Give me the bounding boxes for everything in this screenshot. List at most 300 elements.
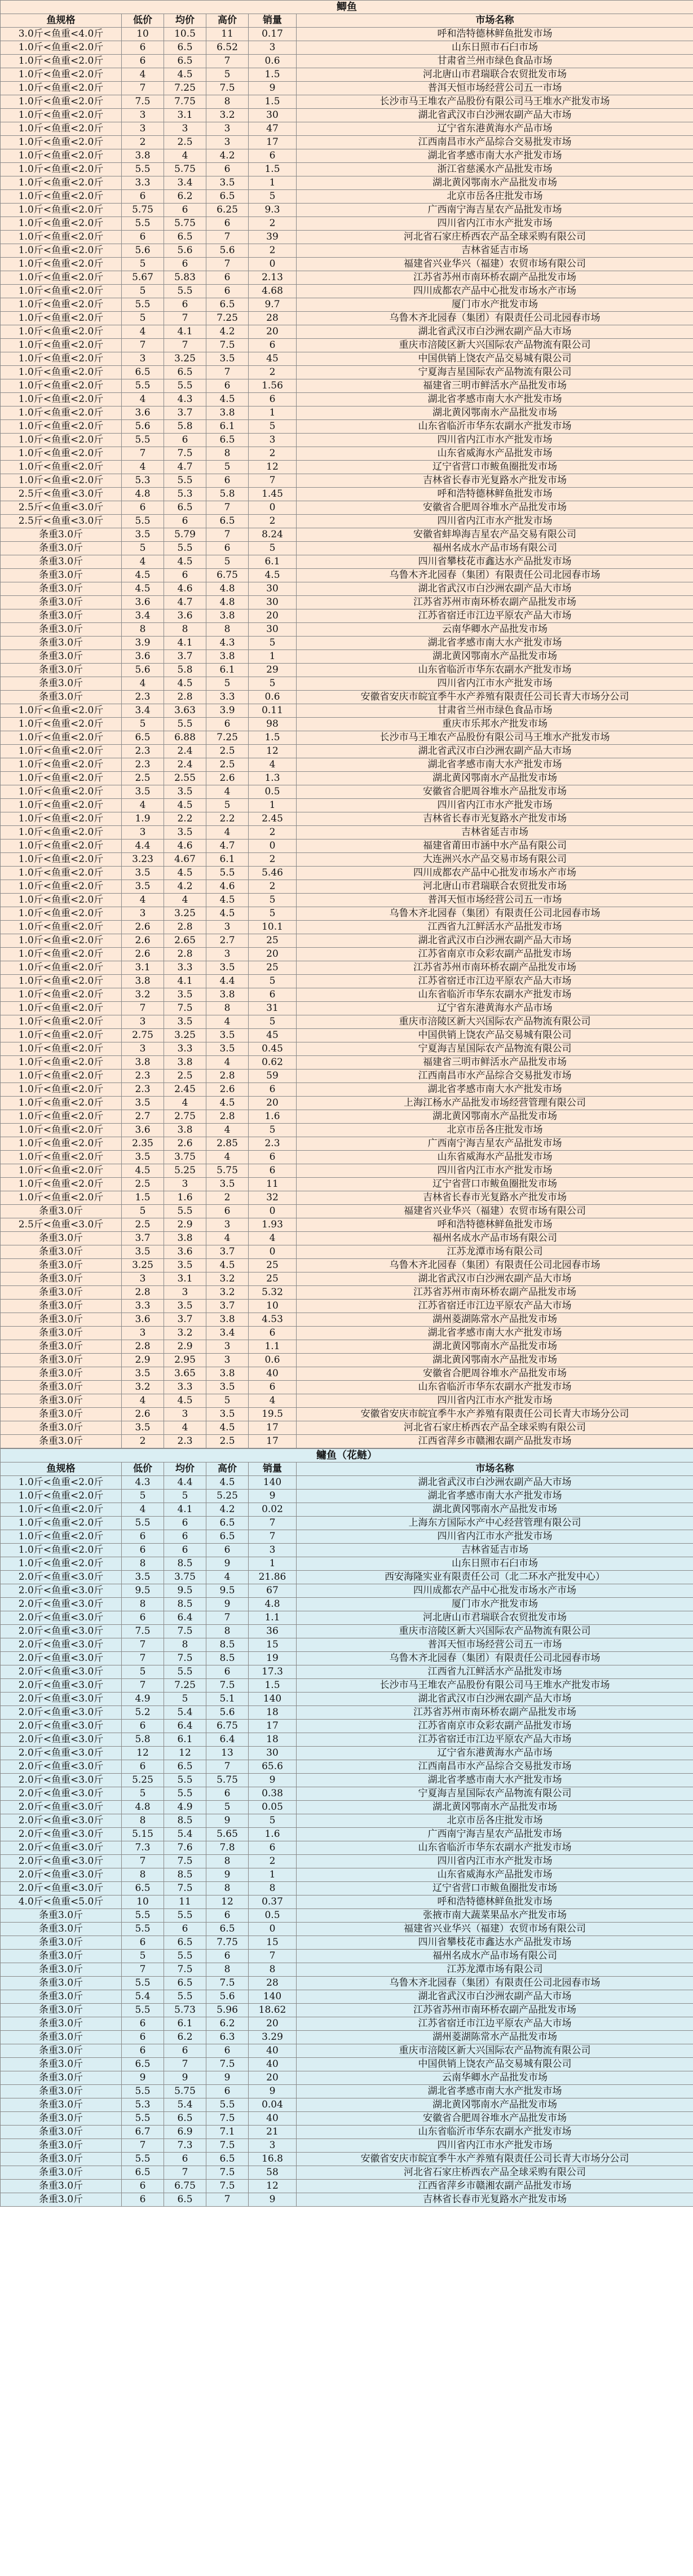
cell-avg-price: 3.63 [164,704,206,718]
cell-low-price: 6 [122,231,164,244]
cell-market: 山东日照市石臼市场 [297,41,693,55]
cell-high-price: 5 [206,799,249,812]
cell-high-price: 4 [206,1056,249,1070]
cell-low-price: 3.5 [122,528,164,542]
cell-avg-price: 6 [164,258,206,271]
cell-market: 江苏省苏州市南环桥农副产品批发市场 [297,2004,693,2017]
cell-avg-price: 7.6 [164,1841,206,1855]
cell-market: 湖北黄冈鄂南水产品批发市场 [297,2098,693,2112]
section-title: 鲫鱼 [1,1,693,14]
cell-avg-price: 7.25 [164,1679,206,1693]
cell-low-price: 6 [122,2031,164,2044]
cell-low-price: 2.3 [122,745,164,758]
cell-spec: 1.0斤<鱼重<2.0斤 [1,839,122,853]
cell-avg-price: 6.5 [164,55,206,68]
table-row [1,596,693,609]
cell-spec: 1.0斤<鱼重<2.0斤 [1,434,122,447]
cell-high-price: 6 [206,2044,249,2058]
header-high-price: 高价 [206,14,249,28]
cell-volume: 19.5 [249,1408,297,1421]
cell-volume: 15 [249,1638,297,1652]
cell-market: 宁夏海吉星国际农产品物流有限公司 [297,1042,693,1056]
cell-low-price: 2.6 [122,948,164,961]
cell-market: 湖州菱湖陈常水产品批发市场 [297,2031,693,2044]
cell-spec: 条重3.0斤 [1,1340,122,1354]
cell-market: 湖北省武汉市白沙洲农副产品大市场 [297,934,693,948]
table-row [1,826,693,839]
cell-market: 普洱天恒市场经营公司五一市场 [297,1638,693,1652]
cell-market: 乌鲁木齐北园春（集团）有限责任公司北园春市场 [297,1259,693,1272]
table-row [1,2180,693,2193]
cell-low-price: 3.2 [122,988,164,1002]
cell-spec: 1.0斤<鱼重<2.0斤 [1,95,122,109]
cell-market: 山东省临沂市华东农副水产批发市场 [297,2126,693,2139]
cell-avg-price: 3.6 [164,609,206,623]
cell-market: 北京市岳各庄批发市场 [297,190,693,204]
table-row [1,2004,693,2017]
cell-volume: 1 [249,650,297,664]
table-row [1,1367,693,1381]
cell-volume: 39 [249,231,297,244]
cell-avg-price: 4 [164,894,206,907]
cell-avg-price: 5 [164,1490,206,1503]
cell-avg-price: 4.6 [164,582,206,596]
cell-high-price: 5 [206,677,249,691]
cell-spec: 条重3.0斤 [1,2193,122,2207]
cell-low-price: 3.25 [122,1259,164,1272]
table-row [1,1164,693,1178]
cell-spec: 1.0斤<鱼重<2.0斤 [1,163,122,176]
cell-high-price: 6.5 [206,1530,249,1544]
table-row [1,1868,693,1882]
table-row [1,68,693,82]
cell-market: 甘肃省兰州市绿色食品市场 [297,55,693,68]
cell-spec: 1.0斤<鱼重<2.0斤 [1,772,122,785]
cell-avg-price: 5.5 [164,474,206,488]
cell-low-price: 4 [122,325,164,339]
cell-spec: 1.0斤<鱼重<2.0斤 [1,379,122,393]
cell-high-price: 2.6 [206,772,249,785]
cell-volume: 0.38 [249,1787,297,1801]
cell-spec: 2.0斤<鱼重<3.0斤 [1,1706,122,1720]
table-row [1,1245,693,1259]
cell-spec: 1.0斤<鱼重<2.0斤 [1,1124,122,1137]
cell-volume: 2.45 [249,812,297,826]
cell-high-price: 5.75 [206,1774,249,1787]
cell-spec: 1.0斤<鱼重<2.0斤 [1,41,122,55]
cell-avg-price: 4.9 [164,1801,206,1814]
cell-volume: 17 [249,1421,297,1435]
cell-low-price: 2.7 [122,1110,164,1124]
cell-low-price: 9 [122,2071,164,2085]
table-row [1,867,693,880]
cell-high-price: 6 [206,474,249,488]
cell-spec: 1.0斤<鱼重<2.0斤 [1,799,122,812]
cell-spec: 条重3.0斤 [1,1286,122,1300]
cell-high-price: 5 [206,1394,249,1408]
cell-high-price: 5 [206,1801,249,1814]
cell-market: 湖州菱湖陈常水产品批发市场 [297,1313,693,1327]
table-row [1,1421,693,1435]
cell-market: 湖北省孝感市南大水产批发市场 [297,393,693,406]
cell-market: 福建省莆田市涵中水产品有限公司 [297,839,693,853]
cell-avg-price: 3.7 [164,650,206,664]
cell-market: 湖北黄冈鄂南水产品批发市场 [297,650,693,664]
cell-volume: 0.17 [249,28,297,41]
table-row [1,2166,693,2180]
cell-avg-price: 5.25 [164,1164,206,1178]
cell-spec: 1.0斤<鱼重<2.0斤 [1,447,122,461]
cell-market: 安徽省合肥周谷堆水产品批发市场 [297,785,693,799]
cell-high-price: 5.96 [206,2004,249,2017]
section-title: 鳙鱼（花鲢） [1,1449,693,1462]
cell-spec: 条重3.0斤 [1,609,122,623]
cell-low-price: 3.8 [122,1056,164,1070]
cell-spec: 条重3.0斤 [1,691,122,704]
table-row [1,1706,693,1720]
cell-low-price: 5.75 [122,204,164,217]
table-row [1,1517,693,1530]
table-row [1,880,693,894]
cell-low-price: 4.4 [122,839,164,853]
cell-high-price: 7 [206,528,249,542]
cell-volume: 65.6 [249,1760,297,1774]
cell-spec: 1.0斤<鱼重<2.0斤 [1,1178,122,1191]
cell-high-price: 4.5 [206,1097,249,1110]
cell-avg-price: 3.7 [164,406,206,420]
cell-high-price: 8 [206,623,249,637]
cell-low-price: 4 [122,393,164,406]
cell-avg-price: 4.5 [164,677,206,691]
cell-volume: 17 [249,1720,297,1733]
cell-spec: 1.0斤<鱼重<2.0斤 [1,217,122,231]
cell-spec: 条重3.0斤 [1,2031,122,2044]
cell-high-price: 6.25 [206,204,249,217]
cell-spec: 2.0斤<鱼重<3.0斤 [1,1584,122,1598]
cell-avg-price: 8.5 [164,1868,206,1882]
cell-high-price: 7 [206,366,249,379]
cell-market: 河北唐山市君瑞联合农贸批发市场 [297,68,693,82]
cell-market: 河北省石家庄桥西农产品全球采购有限公司 [297,1421,693,1435]
cell-low-price: 5.5 [122,217,164,231]
cell-spec: 条重3.0斤 [1,1367,122,1381]
cell-high-price: 3.5 [206,961,249,975]
cell-low-price: 3 [122,1015,164,1029]
cell-spec: 1.0斤<鱼重<2.0斤 [1,1476,122,1490]
cell-avg-price: 4.1 [164,975,206,988]
table-row [1,2126,693,2139]
cell-spec: 1.0斤<鱼重<2.0斤 [1,1151,122,1164]
cell-avg-price: 5.5 [164,1990,206,2004]
cell-avg-price: 3 [164,1286,206,1300]
cell-avg-price: 4.7 [164,596,206,609]
cell-high-price: 7.5 [206,1977,249,1990]
cell-spec: 1.0斤<鱼重<2.0斤 [1,271,122,285]
cell-high-price: 3.8 [206,988,249,1002]
cell-high-price: 4.8 [206,582,249,596]
cell-low-price: 3.5 [122,785,164,799]
cell-high-price: 6 [206,1787,249,1801]
cell-low-price: 7.3 [122,1841,164,1855]
cell-market: 四川成都农产品中心批发市场水产市场 [297,867,693,880]
cell-spec: 条重3.0斤 [1,677,122,691]
cell-market: 湖北省武汉市白沙洲农副产品大市场 [297,582,693,596]
cell-volume: 2 [249,366,297,379]
cell-market: 江苏省南京市众彩农副产品批发市场 [297,948,693,961]
cell-spec: 1.0斤<鱼重<2.0斤 [1,880,122,894]
table-row [1,1544,693,1557]
cell-low-price: 4 [122,677,164,691]
cell-volume: 9 [249,1774,297,1787]
cell-volume: 1.3 [249,772,297,785]
cell-high-price: 8.5 [206,1638,249,1652]
header-low-price: 低价 [122,14,164,28]
cell-high-price: 3.8 [206,1367,249,1381]
cell-low-price: 7 [122,1679,164,1693]
cell-avg-price: 4.1 [164,1503,206,1517]
cell-volume: 0 [249,1205,297,1218]
table-row [1,176,693,190]
cell-high-price: 4.6 [206,880,249,894]
cell-avg-price: 7.5 [164,1625,206,1638]
cell-volume: 5.46 [249,867,297,880]
cell-volume: 0 [249,1245,297,1259]
cell-low-price: 7 [122,1855,164,1868]
cell-low-price: 6 [122,2044,164,2058]
table-row [1,258,693,271]
cell-avg-price: 5.5 [164,285,206,298]
cell-high-price: 2.7 [206,934,249,948]
cell-volume: 2 [249,515,297,528]
cell-low-price: 5.3 [122,2098,164,2112]
cell-volume: 10 [249,1300,297,1313]
cell-high-price: 4.8 [206,596,249,609]
cell-avg-price: 5 [164,1693,206,1706]
cell-spec: 条重3.0斤 [1,2139,122,2153]
cell-avg-price: 3 [164,1408,206,1421]
cell-low-price: 5.5 [122,1517,164,1530]
cell-volume: 40 [249,2112,297,2126]
cell-low-price: 6 [122,1611,164,1625]
cell-volume: 98 [249,718,297,731]
cell-spec: 2.5斤<鱼重<3.0斤 [1,488,122,501]
cell-high-price: 8 [206,1002,249,1015]
cell-low-price: 6 [122,41,164,55]
cell-low-price: 4 [122,1394,164,1408]
cell-avg-price: 4.2 [164,880,206,894]
cell-spec: 条重3.0斤 [1,1950,122,1963]
cell-avg-price: 2.9 [164,1340,206,1354]
cell-volume: 3 [249,434,297,447]
cell-low-price: 6 [122,501,164,515]
cell-market: 广西南宁海吉星农产品批发市场 [297,1828,693,1841]
cell-avg-price: 6.5 [164,501,206,515]
cell-high-price: 2.85 [206,1137,249,1151]
cell-avg-price: 7.5 [164,1882,206,1895]
cell-avg-price: 2.5 [164,1070,206,1083]
cell-spec: 2.5斤<鱼重<3.0斤 [1,515,122,528]
cell-high-price: 3.5 [206,1178,249,1191]
cell-spec: 1.0斤<鱼重<2.0斤 [1,1503,122,1517]
cell-market: 广西南宁海吉星农产品批发市场 [297,204,693,217]
cell-low-price: 2.6 [122,934,164,948]
cell-volume: 5 [249,420,297,434]
table-row [1,488,693,501]
cell-volume: 1.5 [249,68,297,82]
cell-high-price: 4.4 [206,975,249,988]
cell-market: 山东省威海水产品批发市场 [297,447,693,461]
cell-low-price: 5.4 [122,1990,164,2004]
cell-market: 上海江杨水产品批发市场经营管理有限公司 [297,1097,693,1110]
cell-spec: 2.0斤<鱼重<3.0斤 [1,1882,122,1895]
cell-market: 上海东方国际水产中心经营管理有限公司 [297,1517,693,1530]
cell-high-price: 6.5 [206,1923,249,1936]
cell-high-price: 8 [206,447,249,461]
table-row [1,839,693,853]
cell-spec: 条重3.0斤 [1,1990,122,2004]
cell-low-price: 3.5 [122,1245,164,1259]
cell-market: 江西省九江鲜活水产品批发市场 [297,1665,693,1679]
cell-avg-price: 5.5 [164,1909,206,1923]
cell-spec: 条重3.0斤 [1,1354,122,1367]
cell-market: 云南华卿水产品批发市场 [297,2071,693,2085]
cell-high-price: 6.5 [206,434,249,447]
table-row [1,393,693,406]
table-row [1,1625,693,1638]
table-row [1,447,693,461]
cell-low-price: 1.5 [122,1191,164,1205]
cell-spec: 2.0斤<鱼重<3.0斤 [1,1855,122,1868]
cell-high-price: 11 [206,28,249,41]
cell-high-price: 3.5 [206,1381,249,1394]
cell-low-price: 3.6 [122,596,164,609]
cell-low-price: 5.6 [122,664,164,677]
cell-low-price: 5.6 [122,244,164,258]
table-row [1,1313,693,1327]
cell-avg-price: 5.8 [164,420,206,434]
cell-market: 山东省威海水产品批发市场 [297,1868,693,1882]
table-row [1,1841,693,1855]
cell-spec: 条重3.0斤 [1,2180,122,2193]
cell-avg-price: 2.95 [164,1354,206,1367]
cell-spec: 1.0斤<鱼重<2.0斤 [1,366,122,379]
cell-spec: 条重3.0斤 [1,1936,122,1950]
cell-market: 湖北黄冈鄂南水产品批发市场 [297,406,693,420]
cell-high-price: 3.8 [206,1313,249,1327]
cell-volume: 2 [249,853,297,867]
cell-market: 山东省临沂市华东农副水产批发市场 [297,420,693,434]
cell-market: 江西南昌市水产品综合交易批发市场 [297,1760,693,1774]
cell-low-price: 3.9 [122,637,164,650]
cell-low-price: 5 [122,285,164,298]
cell-low-price: 5 [122,1490,164,1503]
header-row [1,1462,693,1476]
cell-high-price: 8.5 [206,1652,249,1665]
cell-avg-price: 4 [164,149,206,163]
cell-high-price: 5.65 [206,1828,249,1841]
cell-avg-price: 6.5 [164,2193,206,2207]
cell-high-price: 8 [206,1625,249,1638]
cell-avg-price: 2.8 [164,691,206,704]
cell-volume: 6 [249,1164,297,1178]
cell-avg-price: 3.5 [164,1300,206,1313]
cell-market: 安徽省安庆市皖宜季牛水产养殖有限责任公司长青大市场分公司 [297,691,693,704]
table-row [1,2058,693,2071]
cell-market: 四川省内江市水产批发市场 [297,1164,693,1178]
cell-market: 湖北黄冈鄂南水产品批发市场 [297,176,693,190]
cell-spec: 1.0斤<鱼重<2.0斤 [1,1110,122,1124]
cell-avg-price: 2.65 [164,934,206,948]
cell-high-price: 3.5 [206,1042,249,1056]
cell-volume: 6 [249,393,297,406]
cell-spec: 1.0斤<鱼重<2.0斤 [1,894,122,907]
cell-avg-price: 1.6 [164,1191,206,1205]
cell-market: 四川成都农产品中心批发市场水产市场 [297,285,693,298]
cell-spec: 1.0斤<鱼重<2.0斤 [1,461,122,474]
cell-avg-price: 6.4 [164,1720,206,1733]
cell-low-price: 6 [122,1760,164,1774]
cell-market: 湖北省武汉市白沙洲农副产品大市场 [297,1476,693,1490]
cell-spec: 条重3.0斤 [1,1435,122,1448]
cell-avg-price: 6 [164,434,206,447]
cell-avg-price: 6 [164,1544,206,1557]
cell-volume: 30 [249,596,297,609]
cell-spec: 条重3.0斤 [1,555,122,569]
cell-low-price: 3.5 [122,1151,164,1164]
cell-avg-price: 4.7 [164,461,206,474]
cell-spec: 1.0斤<鱼重<2.0斤 [1,258,122,271]
cell-volume: 5 [249,190,297,204]
cell-high-price: 5.6 [206,1706,249,1720]
cell-avg-price: 3.5 [164,988,206,1002]
cell-high-price: 6.5 [206,1517,249,1530]
cell-market: 四川省内江市水产批发市场 [297,1530,693,1544]
cell-high-price: 3.7 [206,1245,249,1259]
cell-spec: 条重3.0斤 [1,623,122,637]
table-row [1,312,693,325]
cell-market: 四川省内江市水产批发市场 [297,217,693,231]
cell-volume: 4.53 [249,1313,297,1327]
cell-market: 湖北省孝感市南大水产批发市场 [297,1490,693,1503]
cell-low-price: 2.9 [122,1354,164,1367]
cell-market: 湖北省武汉市白沙洲农副产品大市场 [297,745,693,758]
cell-avg-price: 6 [164,1530,206,1544]
cell-high-price: 6 [206,217,249,231]
cell-volume: 20 [249,325,297,339]
cell-low-price: 2.5 [122,772,164,785]
cell-market: 张掖市南大蔬菜果品水产批发市场 [297,1909,693,1923]
cell-spec: 1.0斤<鱼重<2.0斤 [1,853,122,867]
cell-high-price: 6.5 [206,190,249,204]
cell-spec: 1.0斤<鱼重<2.0斤 [1,1015,122,1029]
cell-market: 安徽省合肥周谷堆水产品批发市场 [297,501,693,515]
cell-spec: 2.0斤<鱼重<3.0斤 [1,1774,122,1787]
cell-low-price: 3 [122,352,164,366]
table-row [1,461,693,474]
cell-low-price: 6 [122,1530,164,1544]
cell-volume: 47 [249,122,297,136]
cell-low-price: 8 [122,1557,164,1571]
cell-low-price: 7 [122,1652,164,1665]
cell-high-price: 6 [206,1950,249,1963]
cell-avg-price: 5.4 [164,1706,206,1720]
cell-spec: 2.0斤<鱼重<3.0斤 [1,1801,122,1814]
table-row [1,1286,693,1300]
cell-volume: 28 [249,312,297,325]
cell-high-price: 2.5 [206,758,249,772]
table-row [1,204,693,217]
cell-spec: 1.0斤<鱼重<2.0斤 [1,731,122,745]
